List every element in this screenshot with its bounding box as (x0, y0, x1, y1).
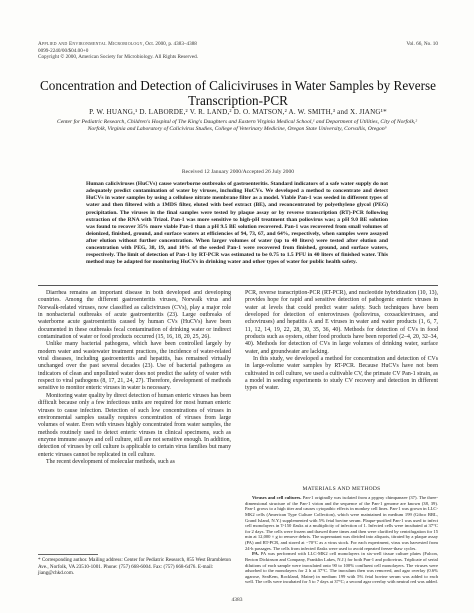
corresponding-author-footnote: * Corresponding author. Mailing address: Center for Pediatric Research, 855 West Brambleton Ave., Norfolk, VA 23510-1001. Phone: (757) 668-6004. Fax: (757) 668-6476. E-mail: jiang@chkd.com. (38, 557, 231, 576)
journal-issn: 0099-2240/00/$04.00+0 (38, 47, 89, 54)
received-dates: Received 12 January 2000/Accepted 26 July 2000 (181, 169, 295, 175)
body-paragraph: In this study, we developed a method for concentration and detection of CVs in large-volume water samples by RT-PCR. Because HuCVs have not been cultivated in cell culture, we used a cultivable CV, the primate CV Pan-1 strain, as a model in seeding experiments to study CV recovery and detection in different types of water. (245, 356, 438, 392)
methods-lead: Viruses and cell cultures. (252, 495, 302, 500)
journal-header (38, 41, 438, 61)
journal-citation (38, 41, 438, 48)
methods-text: Pan-1 originally was isolated from a pygmy chimpanzee (37). The three-dimensional structure of the Pan-1 virion and the sequence of the Pan-1 genome are known (38, 39). Pan-1 grows to a high titer and causes cytopathic effects in monkey cell lines. Pan-1 was grown in LLC-MK2 cells (American Type Culture Collection), which were maintained in medium 199 (Gibco BRL, Grand Island, N.Y.) supplemented with 5% fetal bovine serum. Plaque-purified Pan-1 was used to infect cell monolayers in T-150 flasks at a multiplicity of infection of 1. Infected cells were incubated at 37°C for 2 days. The cells were frozen and thawed three times and then were clarified by centrifugation for 15 min at 12,000 × g to remove debris. The supernatant was divided into aliquots, titrated by a plaque assay (PA) and RT-PCR, and stored at −70°C as a virus stock. For each experiment, virus was harvested from 24-h passages. The cells from infected flasks were used to avoid repeated freeze-thaw cycles. (245, 495, 438, 551)
body-column-right (245, 290, 438, 480)
methods-paragraph (245, 551, 438, 585)
article-title: Concentration and Detection of Caliciviruses in Water Samples by Reverse Transcription-PCR (39, 77, 437, 108)
footnote-rule (38, 554, 98, 555)
body-paragraph: Monitoring water quality by direct detection of human enteric viruses has been difficult because only a few infectious units are required for most human enteric viruses to cause infection. Detection of such low concentrations of viruses in environmental samples usually requires concentration of viruses from large volumes of water. Even with viruses highly concentrated from water samples, the methods routinely used to detect enteric viruses in clinical specimens, such as enzyme immune assays and cell culture, still are not sensitive enough. In addition, detection of viruses by cell culture is applicable to certain virus families but many enteric viruses cannot be replicated in cell culture. (38, 392, 231, 458)
journal-issue: , Oct. 2000, p. 4383–4388 (142, 41, 197, 47)
body-paragraph: Unlike many bacterial pathogens, which have been controlled largely by modern water and wastewater treatment practices, the incidence of water-related viral diseases, including gastroenteritis and hepatitis, has remained virtually unchanged over the past several decades (23). Use of bacterial pathogens as indicators of clean and unpolluted water does not predict the safety of water with respect to viral pathogens (8, 17, 21, 24, 27). Therefore, development of methods sensitive to monitor enteric viruses in water is necessary. (38, 341, 231, 392)
methods-heading: MATERIALS AND METHODS (302, 486, 381, 492)
journal-copyright: Copyright © 2000, American Society for Microbiology. All Rights Reserved. (38, 54, 199, 61)
section-divider (38, 285, 438, 286)
journal-name: Applied and Environmental Microbiology (38, 41, 143, 47)
methods-section (245, 495, 438, 590)
body-column-left (38, 290, 231, 548)
author-affiliations: Center for Pediatric Research, Children's Hospital of The King's Daughters and Eastern Virginia Medical School,¹ and Department of Utilities, City of Norfolk,² Norfolk, Virginia and Laboratory of Calicivirus Studies, College of Veterinary Medicine, Oregon State University, Corvallis, Oregon³ (56, 119, 418, 133)
page-number: 4383 (231, 597, 243, 603)
abstract: Human caliciviruses (HuCVs) cause waterborne outbreaks of gastroenteritis. Standard indicators of a safe water supply do not adequately predict contamination of water by viruses, including HuCVs. We developed a method to concentrate and detect HuCVs in water samples by using a cellulose nitrate membrane filter as a model. Viable Pan-1 was seeded in different types of water and then filtered with a 1MDS filter, eluted with beef extract (BE), and reconcentrated by polyethylene glycol (PEG) precipitation. The viruses in the final samples were tested by plaque assay or by reverse transcription (RT)-PCR following extraction of the RNA with Trizol. Pan-1 was more sensitive to high-pH treatment than poliovirus was; a pH 9.0 BE solution was found to recover 35% more viable Pan-1 than a pH 9.5 BE solution recovered. Pan-1 was recovered from small volumes of deionized, finished, ground, and surface waters at efficiencies of 94, 73, 67, and 64%, respectively, when samples were assayed after elution without further concentration. When larger volumes of water (up to 40 liters) were tested after elution and concentration with PEG, 38, 19, and 10% of the seeded Pan-1 were recovered from finished, ground, and surface waters, respectively. The limit of detection of Pan-1 by RT-PCR was estimated to be 0.75 to 1.5 PFU in 40 liters of finished water. This method may be adapted for monitoring HuCVs in drinking water and other types of water for public health safety. (86, 181, 388, 266)
journal-volume: Vol. 66, No. 10 (406, 41, 438, 47)
body-paragraph: PCR, reverse transcription-PCR (RT-PCR), and nucleotide hybridization (10, 13), provides hope for rapid and sensitive detection of pathogenic enteric viruses in water at levels that could predict water safety. Such techniques have been developed for detection of enteroviruses (poliovirus, coxsackieviruses, and echoviruses) and hepatitis A and E viruses in water and water products (1, 6, 7, 11, 12, 14, 19, 22, 28, 30, 35, 36, 40). Methods for detection of CVs in food products such as oysters, other food products have been reported (2–4, 20, 32–34, 40). Methods for detection of CVs in large volumes of drinking water, surface water, and groundwater are lacking. (245, 290, 438, 355)
body-paragraph: Diarrhea remains an important disease in both developed and developing countries. Among the different gastroenteritis viruses, Norwalk virus and Norwalk-related viruses, now classified as caliciviruses (CVs), play a major role in nonbacterial outbreaks of acute gastroenteritis (23). Large outbreaks of waterborne acute gastroenteritis caused by human CVs (HuCVs) have been documented in these outbreaks fecal contamination of drinking water or indirect contamination of water or food products occurred (15, 16, 18, 20, 25, 26). (38, 290, 231, 341)
methods-lead: PA. (252, 551, 259, 557)
methods-text: PA was performed with LLC-MK2 cell monolayers in six-well tissue culture plates (Falcon, Becton Dickinson and Company, Franklin Lakes, N.J.) for both Pan-1 and poliovirus. Triplicate of serial dilutions of each sample were inoculated onto 90 to 100% confluent cell monolayers. The viruses were adsorbed to the monolayers for 2 h at 37°C. The inoculum then was removed, and agar overlay (0.6% agarose, SeaKem, Rockland, Maine) in medium 199 with 5% fetal bovine serum was added to each well. The cells were incubated for 5 to 7 days at 37°C; a second agar overlay with neutral red was added. (245, 551, 438, 585)
body-paragraph: The recent development of molecular methods, such as (46, 458, 175, 465)
author-list: P. W. HUANG,¹ D. LABORDE,² V. R. LAND,² D. O. MATSON,² A. W. SMITH,³ and X. JIANG¹* (89, 108, 387, 116)
methods-paragraph (245, 495, 438, 551)
